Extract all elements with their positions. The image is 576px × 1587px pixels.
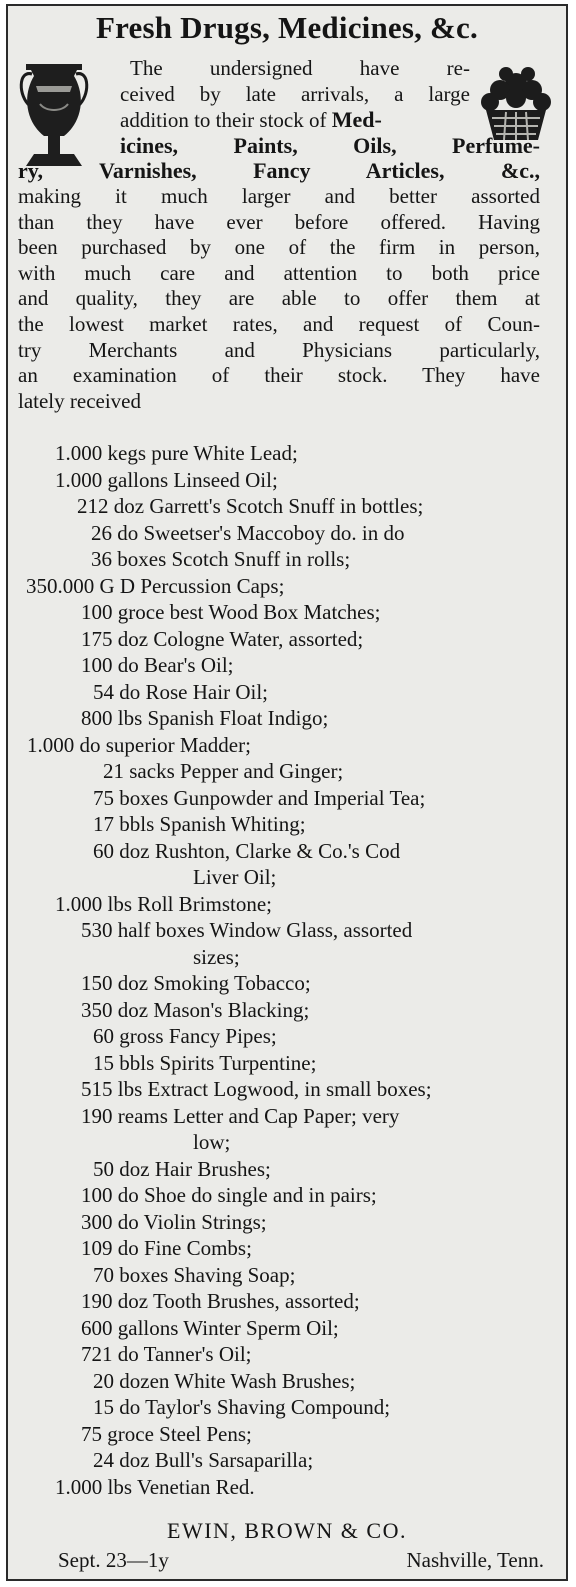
item-quantity: 1.000	[55, 467, 103, 492]
item-description: do superior Madder;	[79, 732, 251, 757]
item-quantity: 26	[91, 520, 112, 545]
intro-paragraph	[18, 158, 540, 414]
item-quantity: 190	[81, 1289, 113, 1313]
list-item	[18, 732, 558, 759]
item-quantity: 212	[77, 494, 109, 518]
item-quantity: 515	[81, 1077, 113, 1101]
item-continuation: Liver Oil;	[193, 865, 277, 889]
item-quantity: 800	[81, 706, 113, 730]
list-item	[18, 467, 558, 494]
item-quantity: 100	[81, 653, 113, 677]
item-description: G D Percussion Caps;	[99, 573, 285, 598]
intro-line: making it much larger and better assorted	[18, 183, 540, 208]
list-item	[18, 1315, 558, 1342]
list-item	[18, 1235, 558, 1262]
list-item	[18, 599, 558, 626]
item-quantity: 1.000	[55, 441, 103, 465]
item-description: boxes Gunpowder and Imperial Tea;	[119, 785, 426, 810]
list-item	[18, 1288, 558, 1315]
list-item	[18, 1368, 558, 1395]
intro-line: try Merchants and Physicians particularly,	[18, 337, 540, 362]
item-quantity: 21	[103, 759, 124, 783]
item-description: groce best Wood Box Matches;	[117, 600, 381, 624]
list-item	[18, 917, 558, 944]
intro-line: ceived by late arrivals, a large	[120, 81, 470, 106]
list-item	[18, 1156, 558, 1183]
advertisement	[6, 4, 568, 1581]
item-description: lbs Venetian Red.	[107, 1474, 255, 1499]
list-item	[18, 1023, 558, 1050]
item-description: dozen White Wash Brushes;	[119, 1368, 356, 1393]
list-item	[18, 573, 558, 600]
list-item	[18, 1421, 558, 1448]
item-description: do Fine Combs;	[117, 1236, 252, 1260]
item-quantity: 75	[93, 785, 114, 810]
item-quantity: 70	[93, 1262, 114, 1287]
intro-paragraph	[120, 133, 540, 159]
item-description: boxes Shaving Soap;	[119, 1262, 296, 1287]
intro-paragraph	[120, 56, 470, 133]
item-quantity: 36	[91, 547, 112, 571]
intro-line: with much care and attention to both price	[18, 260, 540, 285]
item-description: do Sweetser's Maccoboy do. in do	[117, 520, 405, 545]
list-item	[18, 1050, 558, 1077]
item-description: do Tanner's Oil;	[117, 1342, 252, 1366]
item-description: bbls Spanish Whiting;	[119, 812, 306, 836]
item-quantity: 60	[93, 1024, 114, 1048]
list-item	[18, 1262, 558, 1289]
list-item	[18, 891, 558, 918]
intro-line: the lowest market rates, and request of Coun-	[18, 311, 540, 336]
list-item	[18, 440, 558, 467]
item-quantity: 300	[81, 1209, 113, 1234]
list-item	[18, 1076, 558, 1103]
item-description: gallons Winter Sperm Oil;	[117, 1315, 339, 1340]
page-title: Fresh Drugs, Medicines, &c.	[96, 10, 478, 45]
item-description: doz Tooth Brushes, assorted;	[117, 1289, 360, 1313]
intro-line: ry, Varnishes, Fancy Articles, &c.,	[18, 158, 540, 184]
list-item	[18, 1394, 558, 1421]
intro-line: and quality, they are able to offer them at	[18, 286, 540, 311]
list-item	[18, 679, 558, 706]
item-description: do Bear's Oil;	[117, 653, 234, 677]
list-item	[18, 838, 558, 865]
item-description: gross Fancy Pipes;	[119, 1024, 277, 1048]
item-description: do Rose Hair Oil;	[119, 679, 268, 704]
item-description: doz Cologne Water, assorted;	[117, 626, 364, 651]
list-item	[18, 520, 558, 547]
intro-line: addition to their stock of Med-	[120, 107, 382, 133]
item-quantity: 1.000	[55, 1474, 103, 1499]
intro-line: been purchased by one of the firm in person,	[18, 235, 540, 260]
list-item	[18, 1341, 558, 1368]
item-description: doz Bull's Sarsaparilla;	[119, 1448, 314, 1472]
item-quantity: 721	[81, 1342, 113, 1366]
item-description: reams Letter and Cap Paper; very	[117, 1103, 400, 1128]
item-quantity: 600	[81, 1315, 113, 1340]
list-item	[18, 1447, 558, 1474]
item-description: doz Mason's Blacking;	[117, 997, 310, 1022]
intro-line: an examination of their stock. They have	[18, 363, 540, 388]
item-continuation: low;	[193, 1130, 231, 1154]
item-description: groce Steel Pens;	[107, 1421, 252, 1446]
item-quantity: 20	[93, 1368, 114, 1393]
item-description: do Violin Strings;	[117, 1209, 267, 1234]
item-description: lbs Extract Logwood, in small boxes;	[117, 1077, 432, 1101]
urn-icon	[16, 56, 92, 174]
list-item	[18, 1182, 558, 1209]
dateline: Sept. 23—1y	[58, 1548, 169, 1572]
list-item	[18, 1474, 558, 1501]
item-description: do Shoe do single and in pairs;	[117, 1183, 377, 1207]
item-quantity: 530	[81, 918, 113, 942]
list-item	[18, 652, 558, 679]
item-description: gallons Linseed Oil;	[107, 467, 278, 492]
item-quantity: 15	[93, 1395, 114, 1419]
list-item	[18, 705, 558, 732]
intro-line: icines, Paints, Oils, Perfume-	[120, 132, 540, 158]
item-description: half boxes Window Glass, assorted	[117, 918, 413, 942]
item-description: bbls Spirits Turpentine;	[119, 1050, 317, 1075]
item-quantity: 100	[81, 600, 113, 624]
item-description: doz Garrett's Scotch Snuff in bottles;	[113, 494, 424, 518]
list-item	[18, 626, 558, 653]
item-quantity: 15	[93, 1050, 114, 1075]
intro-line: than they have ever before offered. Having	[18, 209, 540, 234]
item-continuation: sizes;	[193, 944, 240, 969]
item-description: boxes Scotch Snuff in rolls;	[117, 547, 351, 571]
item-quantity: 60	[93, 838, 114, 863]
list-item	[18, 1209, 558, 1236]
item-quantity: 54	[93, 679, 114, 704]
list-item	[18, 493, 558, 520]
item-quantity: 24	[93, 1448, 114, 1472]
item-quantity: 50	[93, 1156, 114, 1181]
item-quantity: 75	[81, 1421, 102, 1446]
item-quantity: 350.000	[26, 573, 95, 598]
item-description: sacks Pepper and Ginger;	[129, 759, 344, 783]
item-quantity: 150	[81, 971, 113, 995]
firm-name: EWIN, BROWN & CO.	[167, 1518, 407, 1543]
item-quantity: 100	[81, 1183, 113, 1207]
item-quantity: 190	[81, 1103, 113, 1128]
item-quantity: 1.000	[27, 732, 75, 757]
item-description: doz Hair Brushes;	[119, 1156, 271, 1181]
item-description: lbs Spanish Float Indigo;	[117, 706, 329, 730]
intro-line: lately received	[18, 388, 142, 413]
place-name: Nashville, Tenn.	[406, 1548, 544, 1572]
intro-line: The undersigned have re-	[130, 56, 470, 80]
list-item	[18, 997, 558, 1024]
item-description: do Taylor's Shaving Compound;	[119, 1395, 391, 1419]
item-quantity: 109	[81, 1236, 113, 1260]
list-item	[18, 785, 558, 812]
item-quantity: 17	[93, 812, 114, 836]
list-item	[18, 758, 558, 785]
item-quantity: 350	[81, 997, 113, 1022]
list-item	[18, 546, 558, 573]
list-item	[18, 1103, 558, 1130]
list-item	[18, 970, 558, 997]
item-description: kegs pure White Lead;	[107, 441, 298, 465]
item-list	[18, 440, 558, 1500]
item-quantity: 1.000	[55, 891, 103, 916]
item-quantity: 175	[81, 626, 113, 651]
item-description: doz Rushton, Clarke & Co.'s Cod	[119, 838, 401, 863]
item-description: lbs Roll Brimstone;	[107, 891, 273, 916]
item-description: doz Smoking Tobacco;	[117, 971, 311, 995]
list-item	[18, 811, 558, 838]
